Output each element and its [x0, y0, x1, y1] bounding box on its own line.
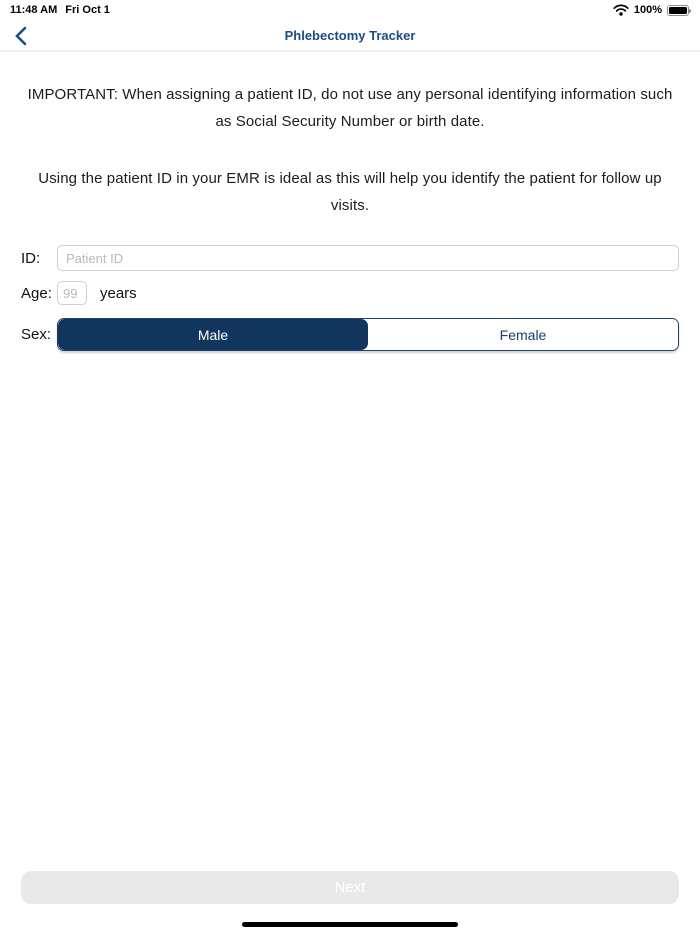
battery-percent: 100%	[633, 4, 662, 16]
home-indicator[interactable]	[242, 922, 458, 927]
age-unit-label: years	[100, 284, 137, 302]
sex-segmented-control	[57, 318, 679, 351]
sex-option-male[interactable]: Male	[58, 319, 368, 350]
chevron-left-icon	[14, 26, 27, 46]
age-row	[21, 281, 679, 305]
age-label: Age:	[21, 284, 52, 302]
status-date: Fri Oct 1	[65, 4, 110, 16]
nav-bar	[0, 20, 700, 52]
battery-fill	[669, 7, 687, 14]
sex-option-female[interactable]: Female	[368, 319, 678, 350]
age-input[interactable]	[57, 281, 87, 305]
battery-nub	[689, 9, 691, 13]
status-bar	[0, 0, 700, 20]
status-right	[613, 4, 689, 16]
wifi-icon	[613, 4, 629, 16]
battery-icon	[667, 5, 689, 16]
id-row	[21, 245, 679, 271]
page-title: Phlebectomy Tracker	[284, 27, 416, 43]
back-button[interactable]	[6, 22, 34, 50]
sex-label: Sex:	[21, 326, 52, 343]
sex-row	[21, 318, 679, 351]
patient-id-input[interactable]	[57, 245, 679, 271]
status-left	[10, 4, 110, 16]
important-notice: IMPORTANT: When assigning a patient ID, do not use any personal identifying information such as Social Security Number or birth date.	[27, 86, 673, 130]
patient-form	[21, 245, 679, 351]
emr-notice: Using the patient ID in your EMR is ideal as this will help you identify the patient for follow up visits.	[38, 170, 662, 214]
next-button[interactable]: Next	[21, 871, 679, 904]
id-label: ID:	[21, 249, 41, 267]
main-content	[0, 54, 700, 934]
status-time: 11:48 AM	[10, 4, 58, 16]
